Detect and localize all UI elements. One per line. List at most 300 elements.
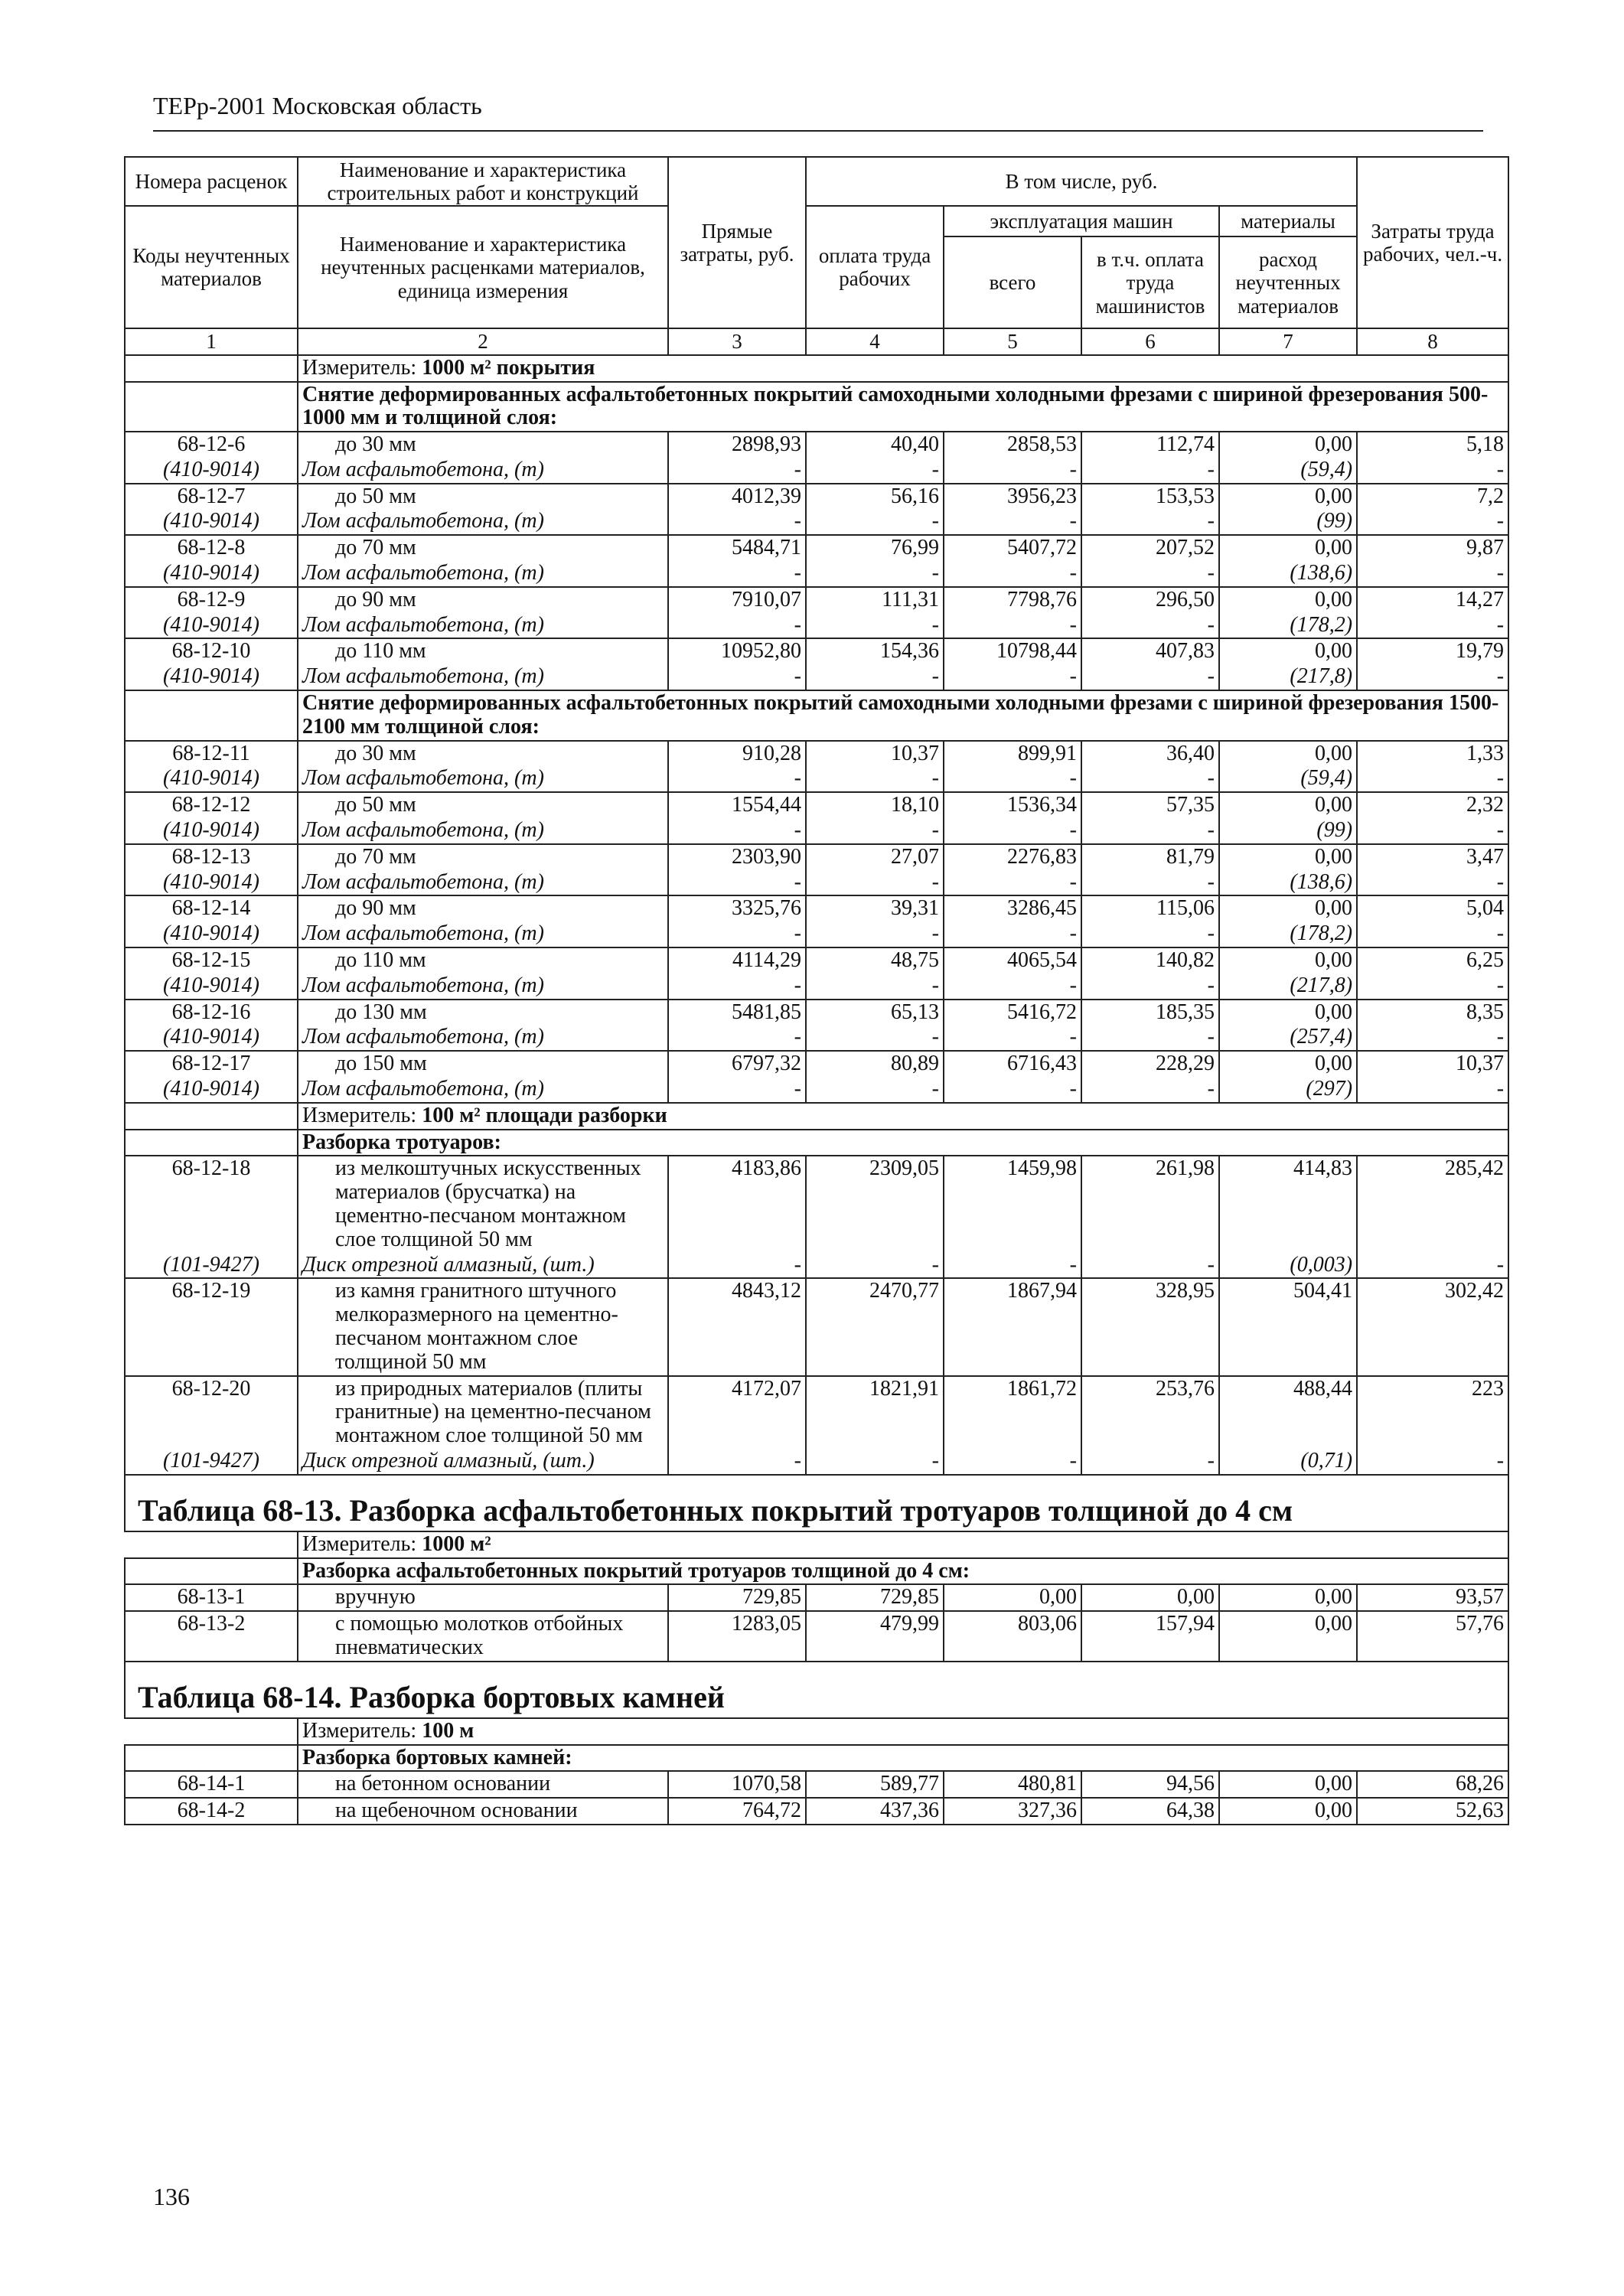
table-row xyxy=(125,741,1508,767)
rate-code: 68-13-2 xyxy=(125,1611,298,1662)
dash-cell: - xyxy=(944,1449,1081,1475)
material-qty: (138,6) xyxy=(1219,561,1357,587)
meter-row xyxy=(125,355,1508,382)
col-num-7: 7 xyxy=(1219,328,1357,354)
machines-total: 0,00 xyxy=(944,1584,1081,1611)
group-heading-row xyxy=(125,382,1508,432)
dash-cell: - xyxy=(668,613,806,639)
table-title: Таблица 68-13. Разборка асфальтобетонных покрытий тротуаров толщиной до 4 см xyxy=(125,1475,1508,1531)
header-rule xyxy=(153,130,1483,132)
material-row xyxy=(125,664,1508,690)
direct-cost: 7910,07 xyxy=(668,587,806,613)
col-operators-header: в т.ч. оплата труда машинистов xyxy=(1081,236,1219,328)
material-name: Лом асфальтобетона, (т) xyxy=(298,1025,668,1051)
rate-name: до 150 мм xyxy=(298,1051,668,1077)
dash-cell: - xyxy=(1081,1253,1219,1279)
direct-cost: 4012,39 xyxy=(668,484,806,510)
dash-cell: - xyxy=(944,458,1081,484)
meter-cell xyxy=(298,355,1508,382)
col-materials-header: материалы xyxy=(1219,206,1357,236)
group-heading-spacer xyxy=(125,382,298,432)
dash-cell: - xyxy=(1081,1449,1219,1475)
rate-code: 68-14-2 xyxy=(125,1798,298,1825)
dash-cell: - xyxy=(668,458,806,484)
rate-code: 68-12-8 xyxy=(125,535,298,561)
labor-hours: 10,37 xyxy=(1357,1051,1508,1077)
labor-pay: 1821,91 xyxy=(806,1376,944,1449)
dash-cell: - xyxy=(1357,766,1508,792)
material-code: (410-9014) xyxy=(125,561,298,587)
col-incl-header: В том числе, руб. xyxy=(806,157,1357,206)
material-code: (101-9427) xyxy=(125,1449,298,1475)
table-row xyxy=(125,638,1508,664)
material-row xyxy=(125,458,1508,484)
material-code: (410-9014) xyxy=(125,1025,298,1051)
meter-spacer xyxy=(125,355,298,382)
material-qty: (59,4) xyxy=(1219,458,1357,484)
materials: 0,00 xyxy=(1219,432,1357,458)
machines-total: 5416,72 xyxy=(944,1000,1081,1026)
dash-cell: - xyxy=(1081,818,1219,844)
dash-cell: - xyxy=(1357,921,1508,947)
col-machines-header: эксплуатация машин xyxy=(944,206,1219,236)
dash-cell: - xyxy=(944,921,1081,947)
rate-code: 68-12-15 xyxy=(125,947,298,974)
dash-cell: - xyxy=(1357,1449,1508,1475)
material-qty: (99) xyxy=(1219,509,1357,535)
rate-name: до 50 мм xyxy=(298,484,668,510)
dash-cell: - xyxy=(668,561,806,587)
dash-cell: - xyxy=(1081,870,1219,896)
materials: 0,00 xyxy=(1219,484,1357,510)
dash-cell: - xyxy=(944,561,1081,587)
dash-cell: - xyxy=(806,766,944,792)
meter-cell xyxy=(298,1531,1508,1558)
machines-total: 5407,72 xyxy=(944,535,1081,561)
material-row xyxy=(125,870,1508,896)
rate-code: 68-12-19 xyxy=(125,1278,298,1375)
labor-hours: 19,79 xyxy=(1357,638,1508,664)
dash-cell: - xyxy=(806,974,944,1000)
operators-pay: 81,79 xyxy=(1081,844,1219,870)
table-row xyxy=(125,1156,1508,1252)
labor-hours: 57,76 xyxy=(1357,1611,1508,1662)
dash-cell: - xyxy=(806,664,944,690)
dash-cell: - xyxy=(1081,974,1219,1000)
material-row xyxy=(125,1449,1508,1475)
materials: 0,00 xyxy=(1219,1584,1357,1611)
direct-cost: 5481,85 xyxy=(668,1000,806,1026)
machines-total: 2276,83 xyxy=(944,844,1081,870)
rate-code: 68-12-7 xyxy=(125,484,298,510)
dash-cell: - xyxy=(1081,1025,1219,1051)
materials: 0,00 xyxy=(1219,895,1357,921)
col-num-5: 5 xyxy=(944,328,1081,354)
material-code: (410-9014) xyxy=(125,766,298,792)
labor-pay: 10,37 xyxy=(806,741,944,767)
dash-cell: - xyxy=(806,1077,944,1103)
group-heading: Разборка бортовых камней: xyxy=(298,1745,1508,1772)
table-row xyxy=(125,1278,1508,1375)
dash-cell: - xyxy=(668,1449,806,1475)
operators-pay: 115,06 xyxy=(1081,895,1219,921)
material-name: Диск отрезной алмазный, (шт.) xyxy=(298,1253,668,1279)
rates-table xyxy=(124,156,1509,1825)
material-name: Лом асфальтобетона, (т) xyxy=(298,458,668,484)
group-heading-spacer xyxy=(125,690,298,741)
dash-cell: - xyxy=(944,509,1081,535)
rate-name: с помощью молотков отбойных пневматических xyxy=(298,1611,668,1662)
direct-cost: 4183,86 xyxy=(668,1156,806,1252)
operators-pay: 36,40 xyxy=(1081,741,1219,767)
table-row xyxy=(125,535,1508,561)
meter-value: 100 м² площади разборки xyxy=(422,1103,667,1127)
direct-cost: 1070,58 xyxy=(668,1771,806,1798)
material-qty: (178,2) xyxy=(1219,613,1357,639)
materials: 0,00 xyxy=(1219,638,1357,664)
materials: 0,00 xyxy=(1219,1611,1357,1662)
material-row xyxy=(125,921,1508,947)
operators-pay: 157,94 xyxy=(1081,1611,1219,1662)
dash-cell: - xyxy=(668,818,806,844)
material-qty: (257,4) xyxy=(1219,1025,1357,1051)
meter-label: Измеритель: xyxy=(302,1718,422,1743)
rate-name: до 30 мм xyxy=(298,432,668,458)
direct-cost: 729,85 xyxy=(668,1584,806,1611)
labor-pay: 80,89 xyxy=(806,1051,944,1077)
rate-name: до 30 мм xyxy=(298,741,668,767)
dash-cell: - xyxy=(668,974,806,1000)
operators-pay: 94,56 xyxy=(1081,1771,1219,1798)
group-heading: Разборка тротуаров: xyxy=(298,1130,1508,1156)
table-row xyxy=(125,1051,1508,1077)
dash-cell: - xyxy=(668,1253,806,1279)
labor-hours: 6,25 xyxy=(1357,947,1508,974)
labor-pay: 111,31 xyxy=(806,587,944,613)
group-heading-row xyxy=(125,1745,1508,1772)
dash-cell: - xyxy=(1357,664,1508,690)
labor-hours: 302,42 xyxy=(1357,1278,1508,1375)
operators-pay: 64,38 xyxy=(1081,1798,1219,1825)
col-unaccounted-header: расход неучтенных материалов xyxy=(1219,236,1357,328)
direct-cost: 6797,32 xyxy=(668,1051,806,1077)
dash-cell: - xyxy=(806,613,944,639)
col-codes-header: Коды неучтенных материалов xyxy=(125,206,298,328)
rate-code: 68-12-9 xyxy=(125,587,298,613)
operators-pay: 185,35 xyxy=(1081,1000,1219,1026)
dash-cell: - xyxy=(1081,458,1219,484)
direct-cost: 1554,44 xyxy=(668,792,806,818)
meter-row xyxy=(125,1531,1508,1558)
materials: 0,00 xyxy=(1219,587,1357,613)
rate-name: до 110 мм xyxy=(298,947,668,974)
operators-pay: 261,98 xyxy=(1081,1156,1219,1252)
rate-name: до 70 мм xyxy=(298,535,668,561)
material-name: Лом асфальтобетона, (т) xyxy=(298,870,668,896)
dash-cell: - xyxy=(1081,509,1219,535)
materials: 414,83 xyxy=(1219,1156,1357,1252)
dash-cell: - xyxy=(806,921,944,947)
material-code: (410-9014) xyxy=(125,664,298,690)
rate-name: до 90 мм xyxy=(298,895,668,921)
labor-hours: 285,42 xyxy=(1357,1156,1508,1252)
materials: 0,00 xyxy=(1219,1798,1357,1825)
meter-cell xyxy=(298,1718,1508,1745)
dash-cell: - xyxy=(1081,613,1219,639)
labor-hours: 52,63 xyxy=(1357,1798,1508,1825)
labor-pay: 18,10 xyxy=(806,792,944,818)
direct-cost: 1283,05 xyxy=(668,1611,806,1662)
materials: 0,00 xyxy=(1219,792,1357,818)
group-heading: Снятие деформированных асфальтобетонных покрытий самоходными холодными фрезами с шириной фрезерования 500-1000 мм и толщиной слоя: xyxy=(298,382,1508,432)
table-row xyxy=(125,484,1508,510)
group-heading-row xyxy=(125,1130,1508,1156)
labor-hours: 5,04 xyxy=(1357,895,1508,921)
material-code: (410-9014) xyxy=(125,870,298,896)
labor-hours: 5,18 xyxy=(1357,432,1508,458)
table-row xyxy=(125,432,1508,458)
labor-hours: 2,32 xyxy=(1357,792,1508,818)
dash-cell: - xyxy=(944,870,1081,896)
material-name: Лом асфальтобетона, (т) xyxy=(298,1077,668,1103)
rate-code: 68-12-17 xyxy=(125,1051,298,1077)
rate-name: на щебеночном основании xyxy=(298,1798,668,1825)
material-row xyxy=(125,509,1508,535)
material-row xyxy=(125,1253,1508,1279)
operators-pay: 296,50 xyxy=(1081,587,1219,613)
table-row xyxy=(125,1000,1508,1026)
rate-name: из мелкоштучных искусственных материалов (брусчатка) на цементно-песчаном монтажном слое толщиной 50 мм xyxy=(298,1156,668,1252)
dash-cell: - xyxy=(944,613,1081,639)
rate-code: 68-12-10 xyxy=(125,638,298,664)
material-name: Лом асфальтобетона, (т) xyxy=(298,921,668,947)
machines-total: 1536,34 xyxy=(944,792,1081,818)
labor-pay: 76,99 xyxy=(806,535,944,561)
machines-total: 899,91 xyxy=(944,741,1081,767)
machines-total: 2858,53 xyxy=(944,432,1081,458)
table-title-row xyxy=(125,1475,1508,1531)
dash-cell: - xyxy=(1357,974,1508,1000)
dash-cell: - xyxy=(1081,664,1219,690)
rate-code: 68-12-20 xyxy=(125,1376,298,1449)
meter-value: 100 м xyxy=(422,1718,474,1743)
table-title-row xyxy=(125,1662,1508,1718)
operators-pay: 112,74 xyxy=(1081,432,1219,458)
table-row xyxy=(125,1376,1508,1449)
dash-cell: - xyxy=(806,1253,944,1279)
col-name-header: Наименование и характеристика строительных работ и конструкций xyxy=(298,157,668,206)
rate-name: до 70 мм xyxy=(298,844,668,870)
material-name: Лом асфальтобетона, (т) xyxy=(298,974,668,1000)
labor-hours: 68,26 xyxy=(1357,1771,1508,1798)
material-code: (410-9014) xyxy=(125,509,298,535)
machines-total: 327,36 xyxy=(944,1798,1081,1825)
meter-spacer xyxy=(125,1531,298,1558)
labor-pay: 2309,05 xyxy=(806,1156,944,1252)
meter-row xyxy=(125,1718,1508,1745)
material-qty: (297) xyxy=(1219,1077,1357,1103)
materials: 0,00 xyxy=(1219,741,1357,767)
labor-hours: 223 xyxy=(1357,1376,1508,1449)
dash-cell: - xyxy=(1357,1253,1508,1279)
materials: 0,00 xyxy=(1219,1000,1357,1026)
rate-name: до 110 мм xyxy=(298,638,668,664)
dash-cell: - xyxy=(944,818,1081,844)
labor-pay: 589,77 xyxy=(806,1771,944,1798)
col-total-header: всего xyxy=(944,236,1081,328)
rate-name: вручную xyxy=(298,1584,668,1611)
dash-cell: - xyxy=(1081,921,1219,947)
page-number: 136 xyxy=(153,2183,190,2210)
direct-cost: 4843,12 xyxy=(668,1278,806,1375)
machines-total: 1867,94 xyxy=(944,1278,1081,1375)
labor-pay: 729,85 xyxy=(806,1584,944,1611)
direct-cost: 764,72 xyxy=(668,1798,806,1825)
col-num-3: 3 xyxy=(668,328,806,354)
labor-pay: 39,31 xyxy=(806,895,944,921)
operators-pay: 207,52 xyxy=(1081,535,1219,561)
dash-cell: - xyxy=(944,974,1081,1000)
rate-code: 68-13-1 xyxy=(125,1584,298,1611)
dash-cell: - xyxy=(806,1449,944,1475)
materials: 0,00 xyxy=(1219,947,1357,974)
machines-total: 7798,76 xyxy=(944,587,1081,613)
col-labor-header: Затраты труда рабочих, чел.-ч. xyxy=(1357,157,1508,328)
material-row xyxy=(125,974,1508,1000)
material-name: Лом асфальтобетона, (т) xyxy=(298,818,668,844)
dash-cell: - xyxy=(1081,766,1219,792)
meter-label: Измеритель: xyxy=(302,355,422,380)
material-row xyxy=(125,1025,1508,1051)
dash-cell: - xyxy=(668,870,806,896)
materials: 0,00 xyxy=(1219,844,1357,870)
dash-cell: - xyxy=(944,1253,1081,1279)
group-heading: Снятие деформированных асфальтобетонных покрытий самоходными холодными фрезами с шириной фрезерования 1500-2100 мм толщиной слоя: xyxy=(298,690,1508,741)
dash-cell: - xyxy=(1357,613,1508,639)
col-direct-header: Прямые затраты, руб. xyxy=(668,157,806,328)
material-name: Диск отрезной алмазный, (шт.) xyxy=(298,1449,668,1475)
group-heading-row xyxy=(125,690,1508,741)
material-code: (410-9014) xyxy=(125,921,298,947)
col-num-1: 1 xyxy=(125,328,298,354)
labor-pay: 479,99 xyxy=(806,1611,944,1662)
labor-pay: 27,07 xyxy=(806,844,944,870)
dash-cell: - xyxy=(668,509,806,535)
material-qty: (217,8) xyxy=(1219,664,1357,690)
rate-code: 68-12-14 xyxy=(125,895,298,921)
labor-hours: 3,47 xyxy=(1357,844,1508,870)
direct-cost: 5484,71 xyxy=(668,535,806,561)
dash-cell: - xyxy=(806,870,944,896)
rate-name: на бетонном основании xyxy=(298,1771,668,1798)
dash-cell: - xyxy=(668,664,806,690)
table-row xyxy=(125,1611,1508,1662)
material-name: Лом асфальтобетона, (т) xyxy=(298,664,668,690)
dash-cell: - xyxy=(668,1077,806,1103)
direct-cost: 910,28 xyxy=(668,741,806,767)
material-name: Лом асфальтобетона, (т) xyxy=(298,509,668,535)
dash-cell: - xyxy=(944,664,1081,690)
operators-pay: 228,29 xyxy=(1081,1051,1219,1077)
meter-value: 1000 м² покрытия xyxy=(422,355,595,380)
rate-name: до 90 мм xyxy=(298,587,668,613)
dash-cell: - xyxy=(806,818,944,844)
operators-pay: 407,83 xyxy=(1081,638,1219,664)
direct-cost: 2898,93 xyxy=(668,432,806,458)
material-row xyxy=(125,818,1508,844)
dash-cell: - xyxy=(668,1025,806,1051)
material-row xyxy=(125,561,1508,587)
rate-code: 68-12-11 xyxy=(125,741,298,767)
rate-name: до 50 мм xyxy=(298,792,668,818)
meter-row xyxy=(125,1103,1508,1130)
table-row xyxy=(125,1771,1508,1798)
dash-cell: - xyxy=(944,1025,1081,1051)
material-name: Лом асфальтобетона, (т) xyxy=(298,561,668,587)
dash-cell: - xyxy=(1357,561,1508,587)
operators-pay: 57,35 xyxy=(1081,792,1219,818)
direct-cost: 10952,80 xyxy=(668,638,806,664)
rate-code: 68-12-13 xyxy=(125,844,298,870)
labor-pay: 56,16 xyxy=(806,484,944,510)
col-name2-header: Наименование и характеристика неучтенных расценками материалов, единица измерения xyxy=(298,206,668,328)
material-row xyxy=(125,766,1508,792)
material-qty: (99) xyxy=(1219,818,1357,844)
meter-label: Измеритель: xyxy=(302,1103,422,1127)
material-qty: (59,4) xyxy=(1219,766,1357,792)
labor-pay: 65,13 xyxy=(806,1000,944,1026)
labor-hours: 1,33 xyxy=(1357,741,1508,767)
machines-total: 1459,98 xyxy=(944,1156,1081,1252)
operators-pay: 253,76 xyxy=(1081,1376,1219,1449)
dash-cell: - xyxy=(806,458,944,484)
machines-total: 1861,72 xyxy=(944,1376,1081,1449)
operators-pay: 153,53 xyxy=(1081,484,1219,510)
meter-spacer xyxy=(125,1103,298,1130)
meter-label: Измеритель: xyxy=(302,1531,422,1556)
material-name: Лом асфальтобетона, (т) xyxy=(298,613,668,639)
group-heading-spacer xyxy=(125,1745,298,1772)
material-code: (410-9014) xyxy=(125,613,298,639)
dash-cell: - xyxy=(1357,1077,1508,1103)
materials: 0,00 xyxy=(1219,1771,1357,1798)
dash-cell: - xyxy=(1357,870,1508,896)
table-row xyxy=(125,1584,1508,1611)
labor-pay: 437,36 xyxy=(806,1798,944,1825)
dash-cell: - xyxy=(1081,1077,1219,1103)
meter-spacer xyxy=(125,1718,298,1745)
machines-total: 803,06 xyxy=(944,1611,1081,1662)
table-row xyxy=(125,844,1508,870)
meter-cell xyxy=(298,1103,1508,1130)
dash-cell: - xyxy=(1081,561,1219,587)
operators-pay: 140,82 xyxy=(1081,947,1219,974)
dash-cell: - xyxy=(806,509,944,535)
materials: 0,00 xyxy=(1219,535,1357,561)
material-code: (101-9427) xyxy=(125,1253,298,1279)
group-heading-spacer xyxy=(125,1130,298,1156)
rate-name: из природных материалов (плиты гранитные) на цементно-песчаном монтажном слое толщиной 50 мм xyxy=(298,1376,668,1449)
labor-hours: 93,57 xyxy=(1357,1584,1508,1611)
rate-name: до 130 мм xyxy=(298,1000,668,1026)
operators-pay: 0,00 xyxy=(1081,1584,1219,1611)
col-num-2: 2 xyxy=(298,328,668,354)
rate-code: 68-12-6 xyxy=(125,432,298,458)
machines-total: 480,81 xyxy=(944,1771,1081,1798)
machines-total: 10798,44 xyxy=(944,638,1081,664)
material-row xyxy=(125,613,1508,639)
labor-pay: 154,36 xyxy=(806,638,944,664)
